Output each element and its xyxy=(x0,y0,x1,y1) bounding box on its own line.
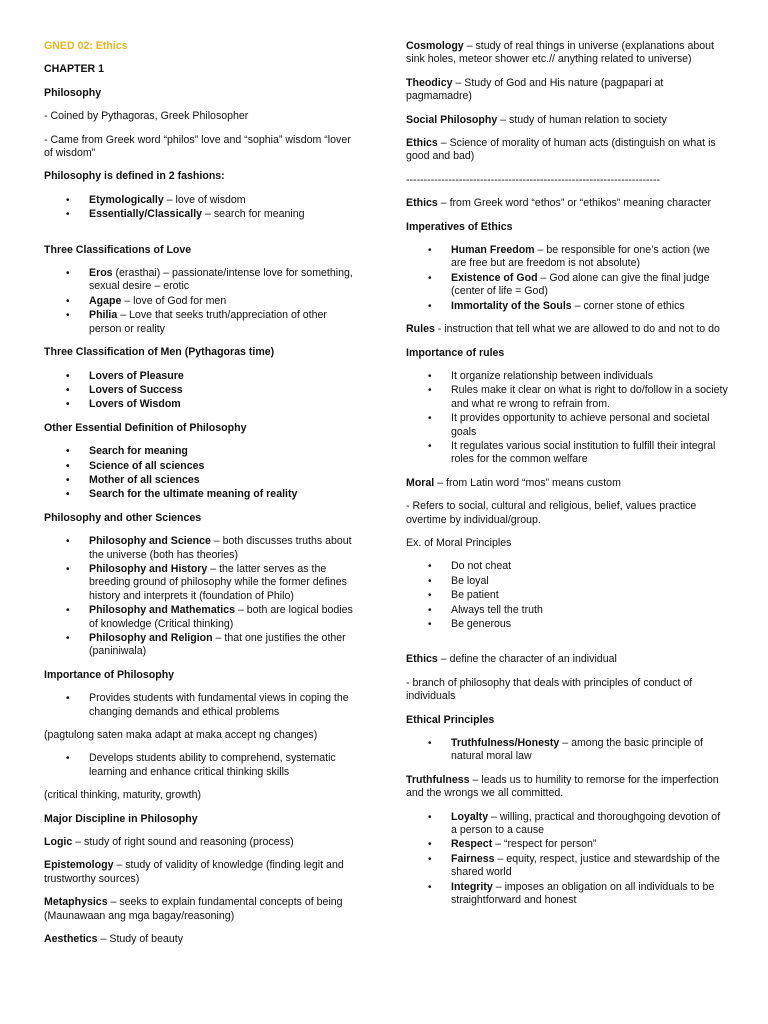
list-item: • Human Freedom – be responsible for one’s action (we are free but are freedom is not absolute) xyxy=(406,244,728,271)
list-item: • Always tell the truth xyxy=(406,604,728,617)
list-item: • Loyalty – willing, practical and thoroughgoing devotion of a person to a cause xyxy=(406,811,728,838)
love-heading: Three Classifications of Love xyxy=(44,243,192,256)
virtues-list xyxy=(406,811,728,908)
list-item: • Be generous xyxy=(406,618,728,631)
logic-def: Logic – study of right sound and reasoning (process) xyxy=(44,836,294,849)
document-title: GNED 02: Ethics xyxy=(44,40,128,52)
list-item: • Mother of all sciences xyxy=(44,474,362,487)
ethics-branch-text: - branch of philosophy that deals with principles of conduct of individuals xyxy=(406,676,693,703)
importance-heading: Importance of Philosophy xyxy=(44,668,175,681)
other-def-list xyxy=(44,445,362,502)
theodicy-def: Theodicy – Study of God and His nature (pagpapari at pagmamadre) xyxy=(406,76,664,103)
philosophy-heading: Philosophy xyxy=(44,86,102,99)
sciences-list xyxy=(44,535,362,659)
sciences-heading: Philosophy and other Sciences xyxy=(44,511,202,524)
left-column xyxy=(44,40,362,957)
chapter-heading: CHAPTER 1 xyxy=(44,63,105,76)
love-list xyxy=(44,267,362,336)
ethics-origin-def: Ethics – from Greek word “ethos” or “ethikos” meaning character xyxy=(406,197,711,210)
list-item: • Lovers of Wisdom xyxy=(44,398,362,411)
list-item: • Respect – “respect for person” xyxy=(406,838,728,851)
cosmology-def: Cosmology – study of real things in universe (explanations about sink holes, meteor shower etc.// anything related to universe) xyxy=(406,40,714,66)
list-item: • Lovers of Pleasure xyxy=(44,370,362,383)
list-item: • Philosophy and Mathematics – both are logical bodies of knowledge (Critical thinking) xyxy=(44,604,362,631)
list-item: • Truthfulness/Honesty – among the basic principle of natural moral law xyxy=(406,737,728,764)
list-item: • Essentially/Classically – search for meaning xyxy=(44,208,362,221)
ethics-character-def: Ethics – define the character of an individual xyxy=(406,653,617,666)
list-item: • Philosophy and Religion – that one justifies the other (paniniwala) xyxy=(44,632,362,659)
coined-text: - Coined by Pythagoras, Greek Philosopher xyxy=(44,110,249,123)
other-def-heading: Other Essential Definition of Philosophy xyxy=(44,421,247,434)
fashions-list xyxy=(44,194,362,222)
men-list xyxy=(44,370,362,412)
rules-importance-heading: Importance of rules xyxy=(406,346,505,359)
rules-def: Rules - instruction that tell what we are allowed to do and not to do xyxy=(406,323,720,336)
list-item: • Philosophy and History – the latter serves as the breeding ground of philosophy while the former defines history and interprets it (foundation of Philo) xyxy=(44,563,362,603)
rules-importance-list xyxy=(406,370,728,467)
moral-refers-text: - Refers to social, cultural and religious, belief, values practice overtime by individual/group. xyxy=(406,500,697,526)
list-item: • Eros (erasthai) – passionate/intense love for something, sexual desire – erotic xyxy=(44,267,362,294)
list-item: • Science of all sciences xyxy=(44,460,362,473)
list-item: • Etymologically – love of wisdom xyxy=(44,194,362,207)
list-item: • Be patient xyxy=(406,589,728,602)
defined-heading: Philosophy is defined in 2 fashions: xyxy=(44,170,225,183)
list-item: • Develops students ability to comprehend, systematic learning and enhance critical thinking skills xyxy=(44,752,362,779)
list-item: • Fairness – equity, respect, justice and stewardship of the shared world xyxy=(406,853,728,880)
moral-ex-heading: Ex. of Moral Principles xyxy=(406,536,512,549)
ethical-principles-list xyxy=(406,737,728,764)
list-item: • Provides students with fundamental views in coping the changing demands and ethical problems xyxy=(44,692,362,719)
list-item: • It regulates various social institution to fulfill their integral roles for the common welfare xyxy=(406,440,728,467)
list-item: • Search for meaning xyxy=(44,445,362,458)
came-from-text: - Came from Greek word “philos” love and “sophia” wisdom “lover of wisdom” xyxy=(44,133,351,160)
ethical-principles-heading: Ethical Principles xyxy=(406,713,495,726)
major-heading: Major Discipline in Philosophy xyxy=(44,812,198,825)
aesthetics-def: Aesthetics – Study of beauty xyxy=(44,933,183,946)
imperatives-heading: Imperatives of Ethics xyxy=(406,220,513,233)
list-item: • Search for the ultimate meaning of reality xyxy=(44,488,362,501)
list-item: • Rules make it clear on what is right to do/follow in a society and what re wrong to refrain from. xyxy=(406,384,728,411)
list-item: • It organize relationship between individuals xyxy=(406,370,728,383)
right-column xyxy=(406,40,728,918)
list-item: • Philia – Love that seeks truth/appreciation of other person or reality xyxy=(44,309,362,336)
moral-def: Moral – from Latin word “mos” means custom xyxy=(406,476,621,489)
list-item: • Immortality of the Souls – corner stone of ethics xyxy=(406,300,728,313)
ethics-science-def: Ethics – Science of morality of human acts (distinguish on what is good and bad) xyxy=(406,137,716,163)
list-item: • Agape – love of God for men xyxy=(44,295,362,308)
list-item: • Integrity – imposes an obligation on all individuals to be straightforward and honest xyxy=(406,881,728,908)
importance-note-2: (critical thinking, maturity, growth) xyxy=(44,789,201,802)
list-item: • Philosophy and Science – both discusses truths about the universe (both has theories) xyxy=(44,535,362,562)
list-item: • Lovers of Success xyxy=(44,384,362,397)
truthfulness-def: Truthfulness – leads us to humility to remorse for the imperfection and the wrongs we all committed. xyxy=(406,773,719,800)
list-item: • Do not cheat xyxy=(406,560,728,573)
list-item: • Existence of God – God alone can give the final judge (center of life = God) xyxy=(406,272,728,299)
imperatives-list xyxy=(406,244,728,313)
men-heading: Three Classification of Men (Pythagoras time) xyxy=(44,346,275,359)
importance-note-1: (pagtulong saten maka adapt at maka accept ng changes) xyxy=(44,729,318,742)
importance-list-1 xyxy=(44,692,362,719)
list-item: • It provides opportunity to achieve personal and societal goals xyxy=(406,412,728,439)
divider: ------------------------------------------------------------------------ xyxy=(406,173,661,186)
moral-ex-list xyxy=(406,560,728,631)
list-item: • Be loyal xyxy=(406,575,728,588)
social-philosophy-def: Social Philosophy – study of human relation to society xyxy=(406,113,667,126)
epistemology-def: Epistemology – study of validity of knowledge (finding legit and trustworthy sources) xyxy=(44,859,344,885)
metaphysics-def: Metaphysics – seeks to explain fundamental concepts of being (Maunawaan ang mga bagay/reasoning) xyxy=(44,896,343,922)
importance-list-2 xyxy=(44,752,362,779)
